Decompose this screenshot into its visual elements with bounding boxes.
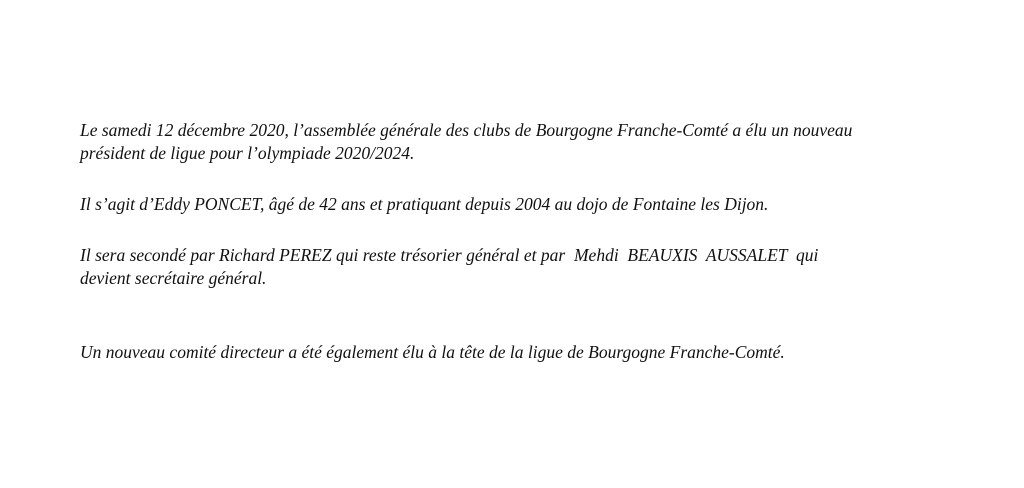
paragraph-officers: Il sera secondé par Richard PEREZ qui reste trésorier général et par Mehdi BEAUXIS AUSSALET qui devient secrétaire général. xyxy=(80,245,819,288)
paragraph-new-president: Il s’agit d’Eddy PONCET, âgé de 42 ans et pratiquant depuis 2004 au dojo de Fontaine les Dijon. xyxy=(80,194,769,214)
paragraph-committee: Un nouveau comité directeur a été également élu à la tête de la ligue de Bourgogne Franche-Comté. xyxy=(80,342,785,362)
paragraph-election-announcement: Le samedi 12 décembre 2020, l’assemblée générale des clubs de Bourgogne Franche-Comté a élu un nouveau président de ligue pour l’olympiade 2020/2024. xyxy=(80,120,853,163)
